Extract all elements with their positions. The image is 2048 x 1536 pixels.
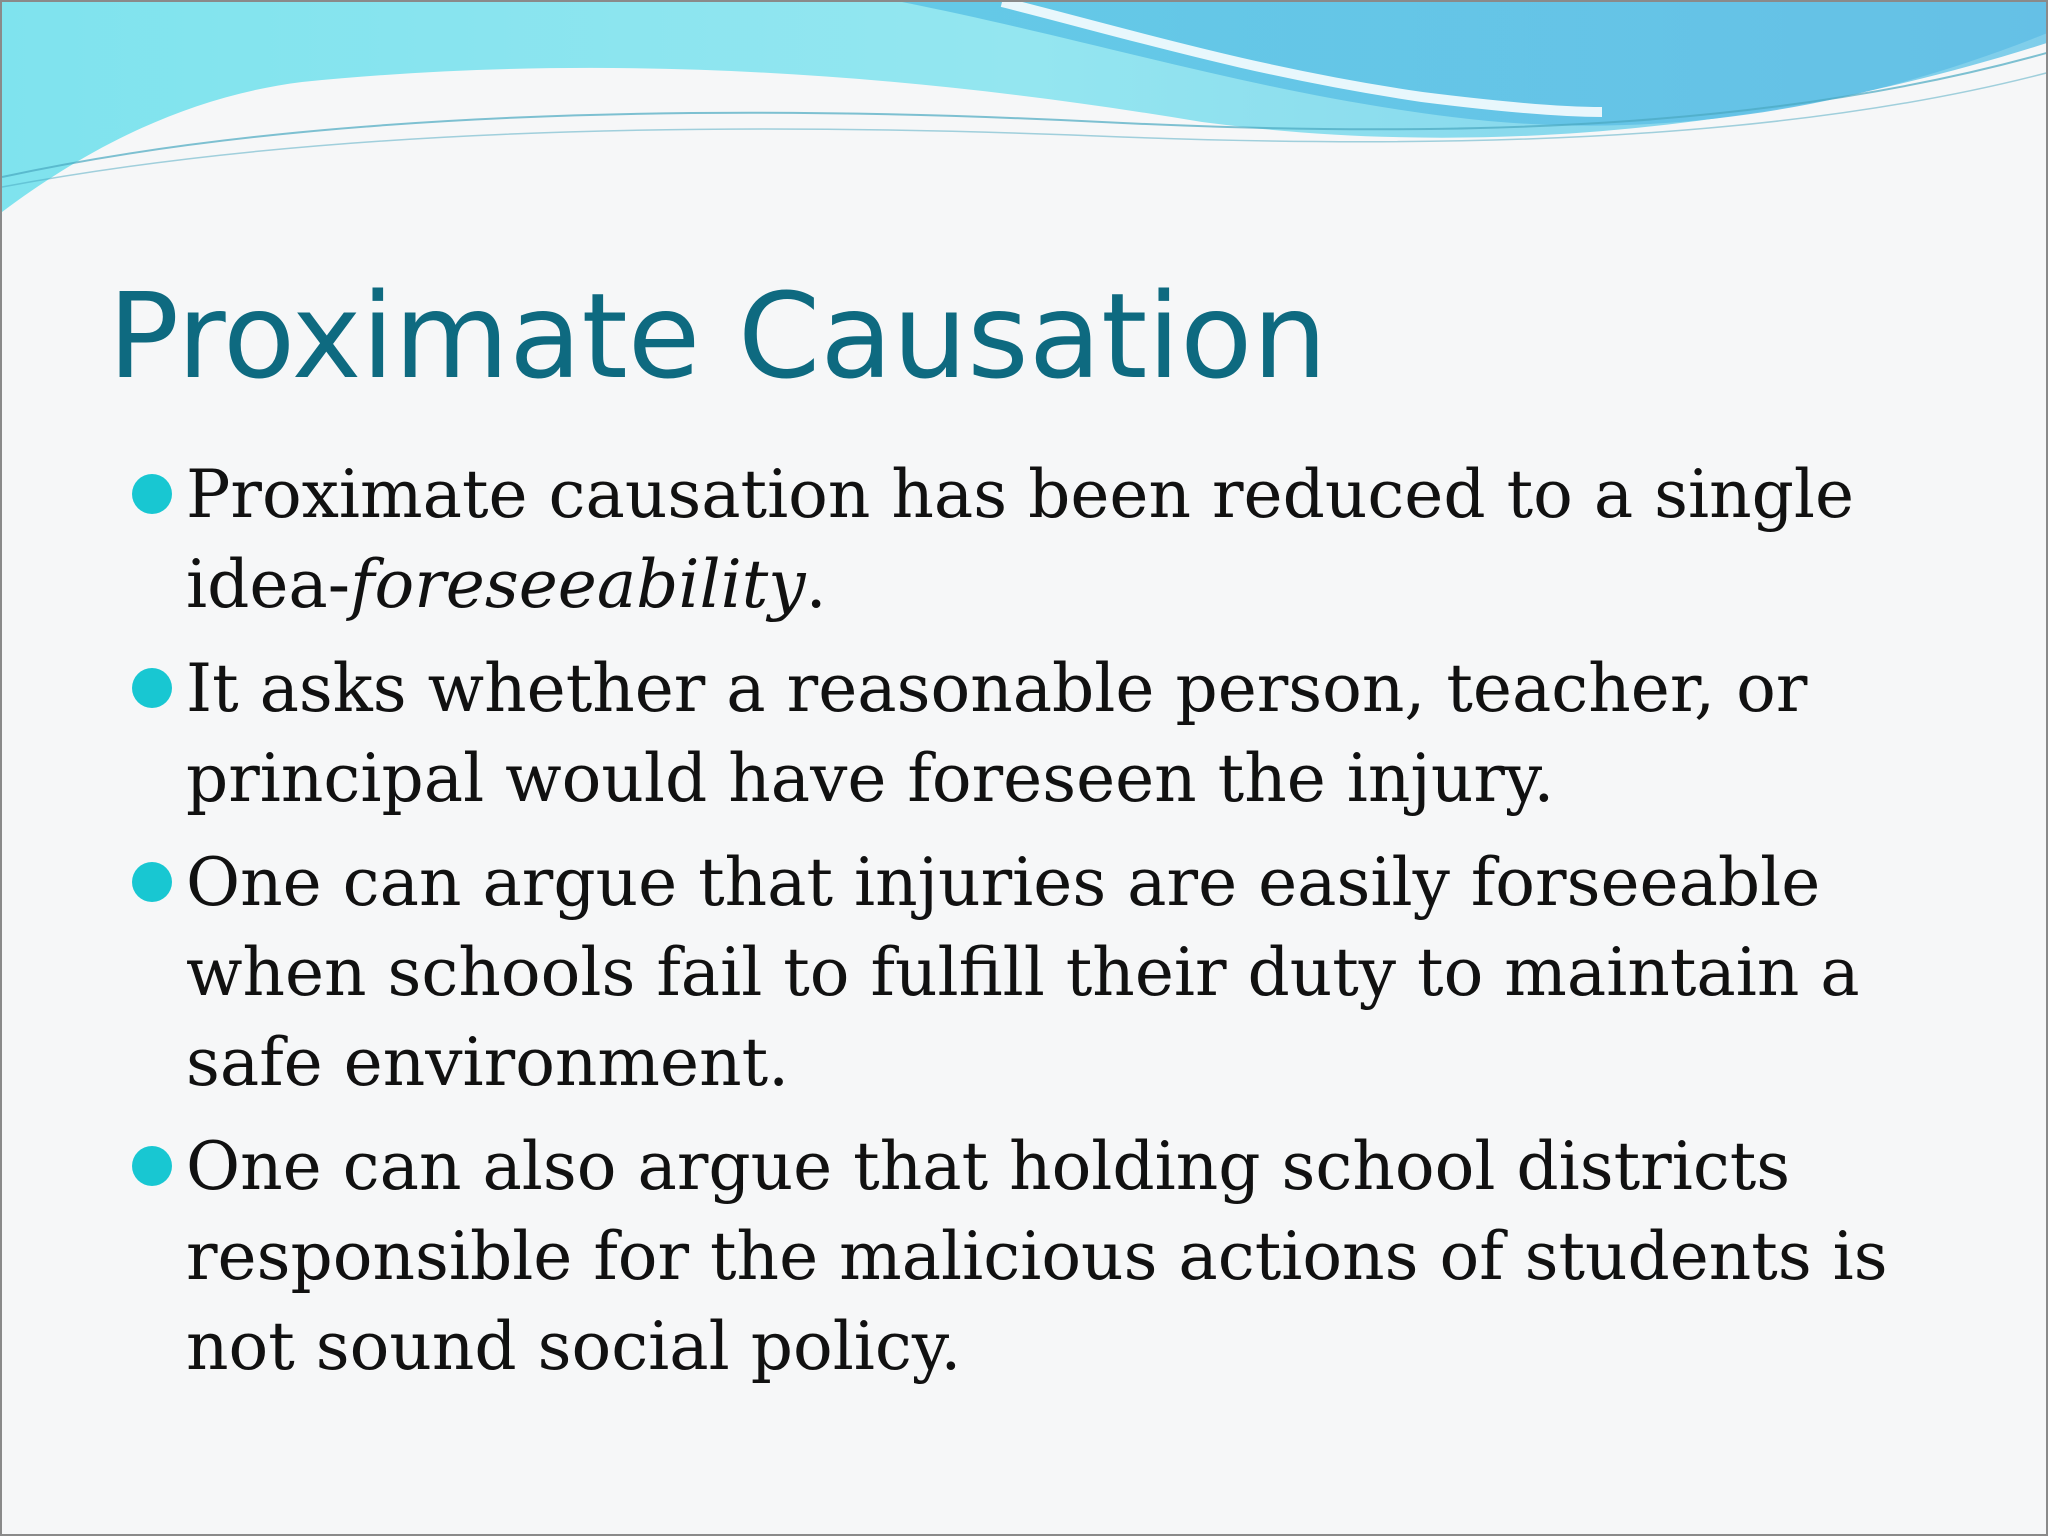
bullet-text-before: Proximate causation has been reduced to a single idea-	[186, 456, 1855, 623]
bullet-item	[132, 838, 2012, 1108]
bullet-item	[132, 450, 2012, 630]
bullet-item	[132, 644, 2012, 824]
bullet-dot-icon	[132, 474, 172, 514]
bullet-text-after: .	[805, 546, 827, 623]
bullet-dot-icon	[132, 862, 172, 902]
bullet-text: It asks whether a reasonable person, teacher, or principal would have foreseen the injury.	[186, 650, 1808, 817]
bullet-emphasis: foreseeability	[350, 546, 806, 623]
header-wave-decoration	[2, 2, 2048, 242]
bullet-item	[132, 1122, 2012, 1392]
bullet-dot-icon	[132, 668, 172, 708]
bullet-text: One can also argue that holding school districts responsible for the malicious actions of students is not sound social policy.	[186, 1128, 1888, 1385]
slide-title: Proximate Causation	[108, 267, 1328, 405]
bullet-list	[132, 450, 2012, 1406]
bullet-text: One can argue that injuries are easily forseeable when schools fail to fulfill their duty to maintain a safe environment.	[186, 844, 1860, 1101]
bullet-dot-icon	[132, 1146, 172, 1186]
